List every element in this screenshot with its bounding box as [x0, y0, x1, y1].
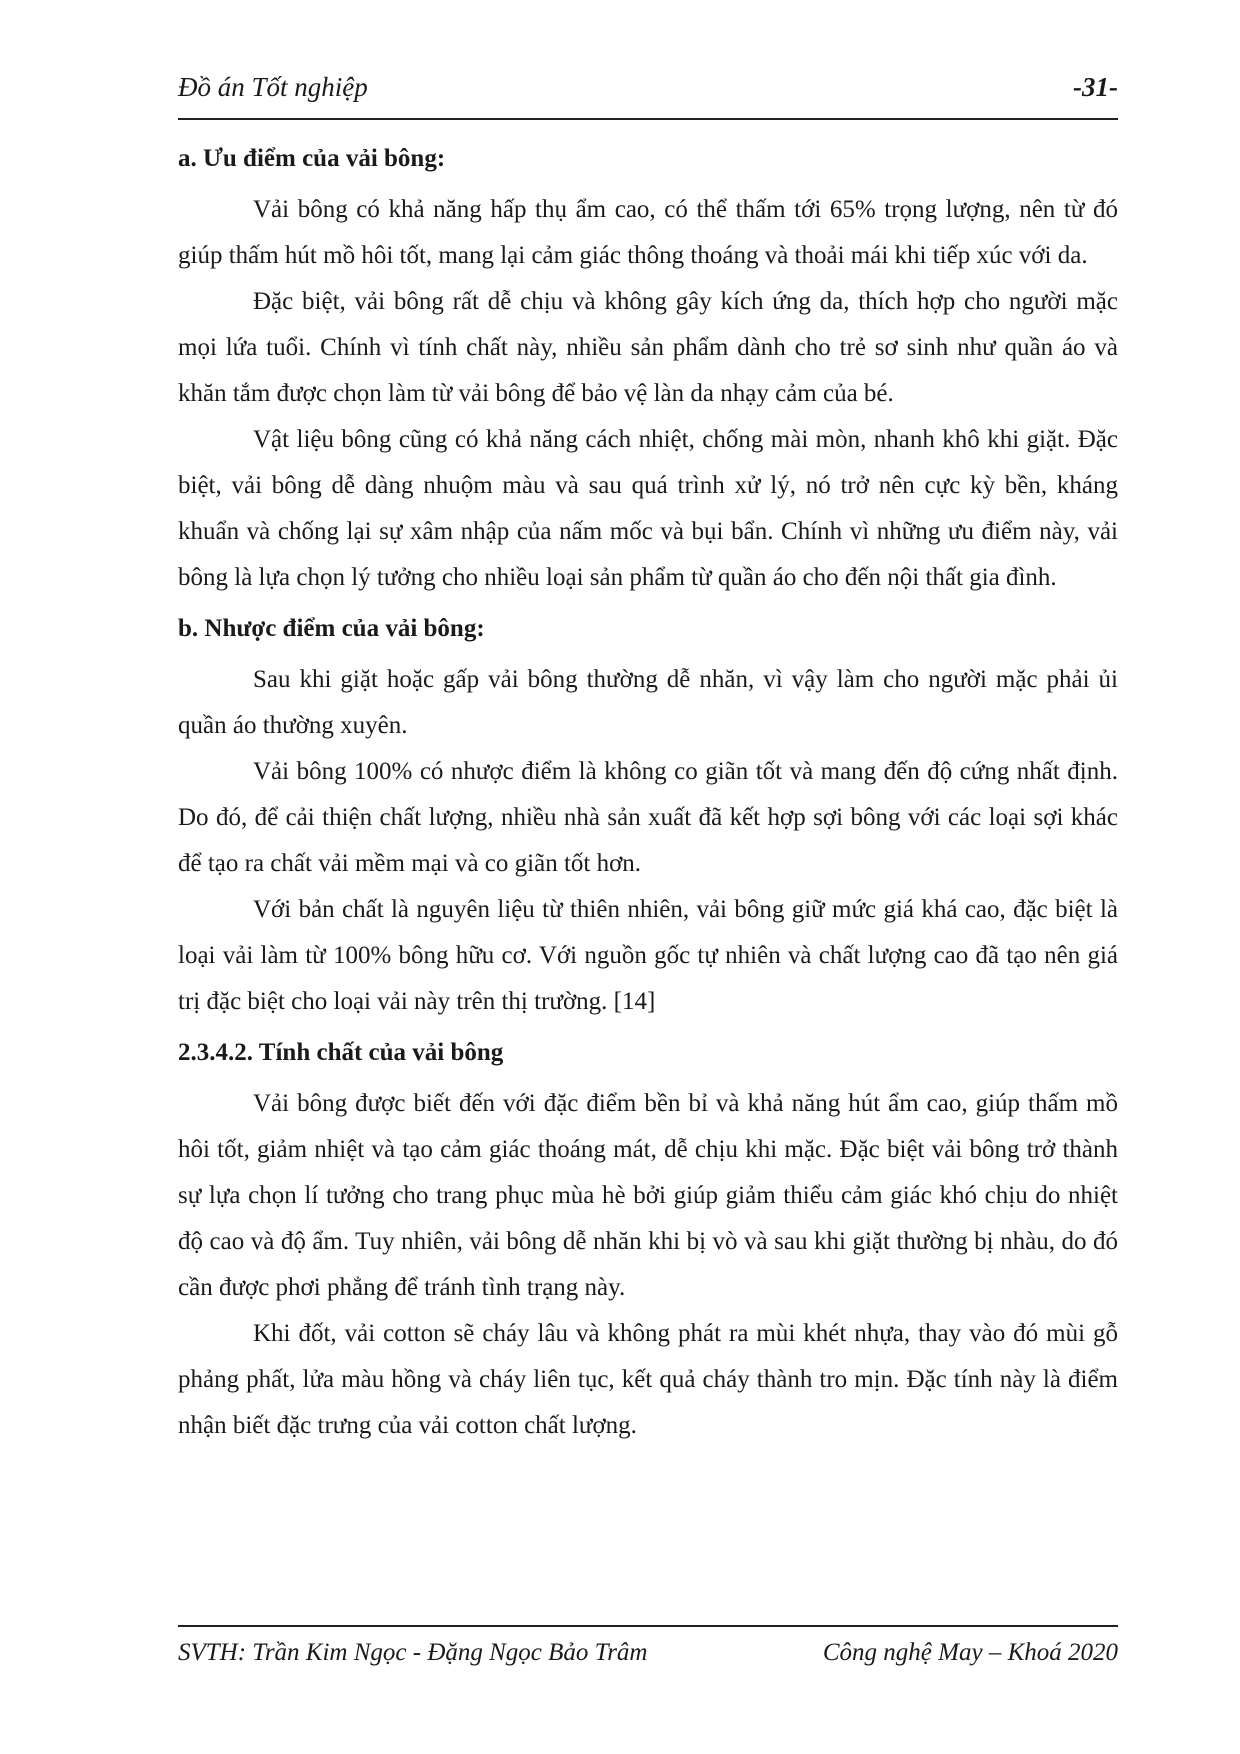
page-footer: [178, 1625, 1118, 1677]
paragraph: Khi đốt, vải cotton sẽ cháy lâu và không phát ra mùi khét nhựa, thay vào đó mùi gỗ phảng phất, lửa màu hồng và cháy liên tục, kết quả cháy thành tro mịn. Đặc tính này là điểm nhận biết đặc trưng của vải cotton chất lượng.: [178, 1320, 1118, 1439]
paragraph: Sau khi giặt hoặc gấp vải bông thường dễ nhăn, vì vậy làm cho người mặc phải ủi quần áo thường xuyên.: [178, 666, 1118, 739]
section-properties: [178, 1030, 1118, 1449]
paragraph: Vật liệu bông cũng có khả năng cách nhiệt, chống mài mòn, nhanh khô khi giặt. Đặc biệt, vải bông dễ dàng nhuộm màu và sau quá trình xử lý, nó trở nên cực kỳ bền, kháng khuẩn và chống lại sự xâm nhập của nấm mốc và bụi bẩn. Chính vì những ưu điểm này, vải bông là lựa chọn lý tưởng cho nhiều loại sản phẩm từ quần áo cho đến nội thất gia đình.: [178, 426, 1118, 591]
page-content: [178, 136, 1118, 1449]
document-title: Đồ án Tốt nghiệp: [178, 72, 368, 102]
section-heading: 2.3.4.2. Tính chất của vải bông: [178, 1039, 504, 1066]
footer-program: Công nghệ May – Khoá 2020: [822, 1639, 1118, 1666]
paragraph: Với bản chất là nguyên liệu từ thiên nhiên, vải bông giữ mức giá khá cao, đặc biệt là loại vải làm từ 100% bông hữu cơ. Với nguồn gốc tự nhiên và chất lượng cao đã tạo nên giá trị đặc biệt cho loại vải này trên thị trường. [14]: [178, 896, 1118, 1015]
page-header: [178, 68, 1118, 120]
paragraph: Đặc biệt, vải bông rất dễ chịu và không gây kích ứng da, thích hợp cho người mặc mọi lứa tuổi. Chính vì tính chất này, nhiều sản phẩm dành cho trẻ sơ sinh như quần áo và khăn tắm được chọn làm từ vải bông để bảo vệ làn da nhạy cảm của bé.: [178, 288, 1118, 407]
section-heading: b. Nhược điểm của vải bông:: [178, 615, 485, 642]
section-advantages: [178, 136, 1118, 601]
page-number: -31-: [1073, 72, 1118, 102]
section-disadvantages: [178, 606, 1118, 1025]
paragraph: Vải bông 100% có nhược điểm là không co giãn tốt và mang đến độ cứng nhất định. Do đó, để cải thiện chất lượng, nhiều nhà sản xuất đã kết hợp sợi bông với các loại sợi khác để tạo ra chất vải mềm mại và co giãn tốt hơn.: [178, 758, 1118, 877]
paragraph: Vải bông được biết đến với đặc điểm bền bỉ và khả năng hút ẩm cao, giúp thấm mồ hôi tốt, giảm nhiệt và tạo cảm giác thoáng mát, dễ chịu khi mặc. Đặc biệt vải bông trở thành sự lựa chọn lí tưởng cho trang phục mùa hè bởi giúp giảm thiểu cảm giác khó chịu do nhiệt độ cao và độ ẩm. Tuy nhiên, vải bông dễ nhăn khi bị vò và sau khi giặt thường bị nhàu, do đó cần được phơi phẳng để tránh tình trạng này.: [178, 1090, 1118, 1301]
section-heading: a. Ưu điểm của vải bông:: [178, 145, 446, 172]
footer-authors: SVTH: Trần Kim Ngọc - Đặng Ngọc Bảo Trâm: [178, 1639, 648, 1666]
paragraph: Vải bông có khả năng hấp thụ ẩm cao, có thể thấm tới 65% trọng lượng, nên từ đó giúp thấm hút mồ hôi tốt, mang lại cảm giác thông thoáng và thoải mái khi tiếp xúc với da.: [178, 196, 1118, 269]
